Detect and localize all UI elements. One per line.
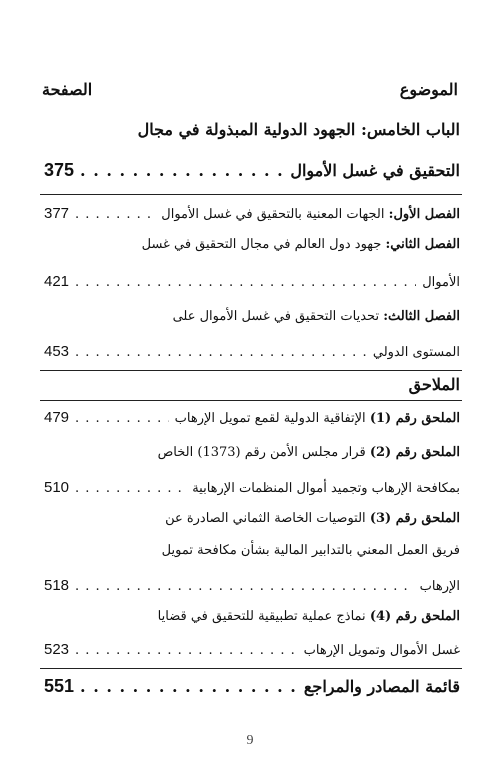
toc-entry-chapter1[interactable]: الفصل الأول: الجهات المعنية بالتحقيق في غسل الأموال . . . 377 — [44, 205, 460, 222]
page-footer-number: 9 — [246, 733, 254, 748]
toc-entry-appendix1[interactable]: الملحق رقم (1) الإتفاقية الدولية لقمع تمويل الإرهاب . . . 479 — [44, 409, 460, 426]
leader-dots — [75, 579, 414, 594]
toc-entry-chapter2: الفصل الثاني: جهود دول العالم في مجال التحقيق في غسل — [141, 237, 460, 252]
leader-dots — [80, 161, 284, 180]
col-header-topic: الموضوع — [399, 80, 458, 99]
toc-appendices-heading: الملاحق — [408, 375, 460, 394]
divider — [40, 668, 462, 669]
toc-entry-chapter3-cont[interactable]: المستوى الدولي . . . 453 — [44, 343, 460, 360]
divider — [40, 400, 462, 401]
divider — [40, 194, 462, 195]
leader-dots — [75, 207, 155, 222]
toc-entry-chapter2-cont[interactable]: الأموال . . . 421 — [44, 273, 460, 290]
col-header-page: الصفحة — [42, 80, 93, 99]
toc-part-title: الباب الخامس: الجهود الدولية المبذولة في مجال — [137, 120, 460, 139]
toc-entry-appendix2-cont[interactable]: بمكافحة الإرهاب وتجميد أموال المنظمات الإرهابية . . . 510 — [44, 479, 460, 496]
toc-entry-appendix2: الملحق رقم (2) قرار مجلس الأمن رقم (1373) الخاص — [157, 445, 460, 460]
toc-entry-appendix3-cont1: فريق العمل المعني بالتدابير المالية بشأن مكافحة تمويل — [161, 543, 460, 558]
toc-entry-chapter3: الفصل الثالث: تحديات التحقيق في غسل الأموال على — [172, 309, 460, 324]
leader-dots — [80, 677, 298, 696]
leader-dots — [75, 275, 416, 290]
leader-dots — [75, 481, 186, 496]
toc-entry-appendix3-cont2[interactable]: الإرهاب . . . 518 — [44, 577, 460, 594]
toc-entry-appendix4-cont[interactable]: غسل الأموال وتمويل الإرهاب . . . 523 — [44, 641, 460, 658]
leader-dots — [75, 345, 367, 360]
toc-entry-appendix4: الملحق رقم (4) نماذج عملية تطبيقية للتحقيق في قضايا — [157, 609, 460, 624]
page-number: 375 — [44, 160, 75, 180]
leader-dots — [75, 411, 169, 426]
leader-dots — [75, 643, 298, 658]
toc-entry-part5[interactable]: التحقيق في غسل الأموال . . . 375 — [44, 160, 460, 181]
toc-entry-appendix3: الملحق رقم (3) التوصيات الخاصة الثماني الصادرة عن — [165, 511, 460, 526]
toc-entry-sources[interactable]: قائمة المصادر والمراجع . . . 551 — [44, 676, 460, 697]
divider — [40, 370, 462, 371]
